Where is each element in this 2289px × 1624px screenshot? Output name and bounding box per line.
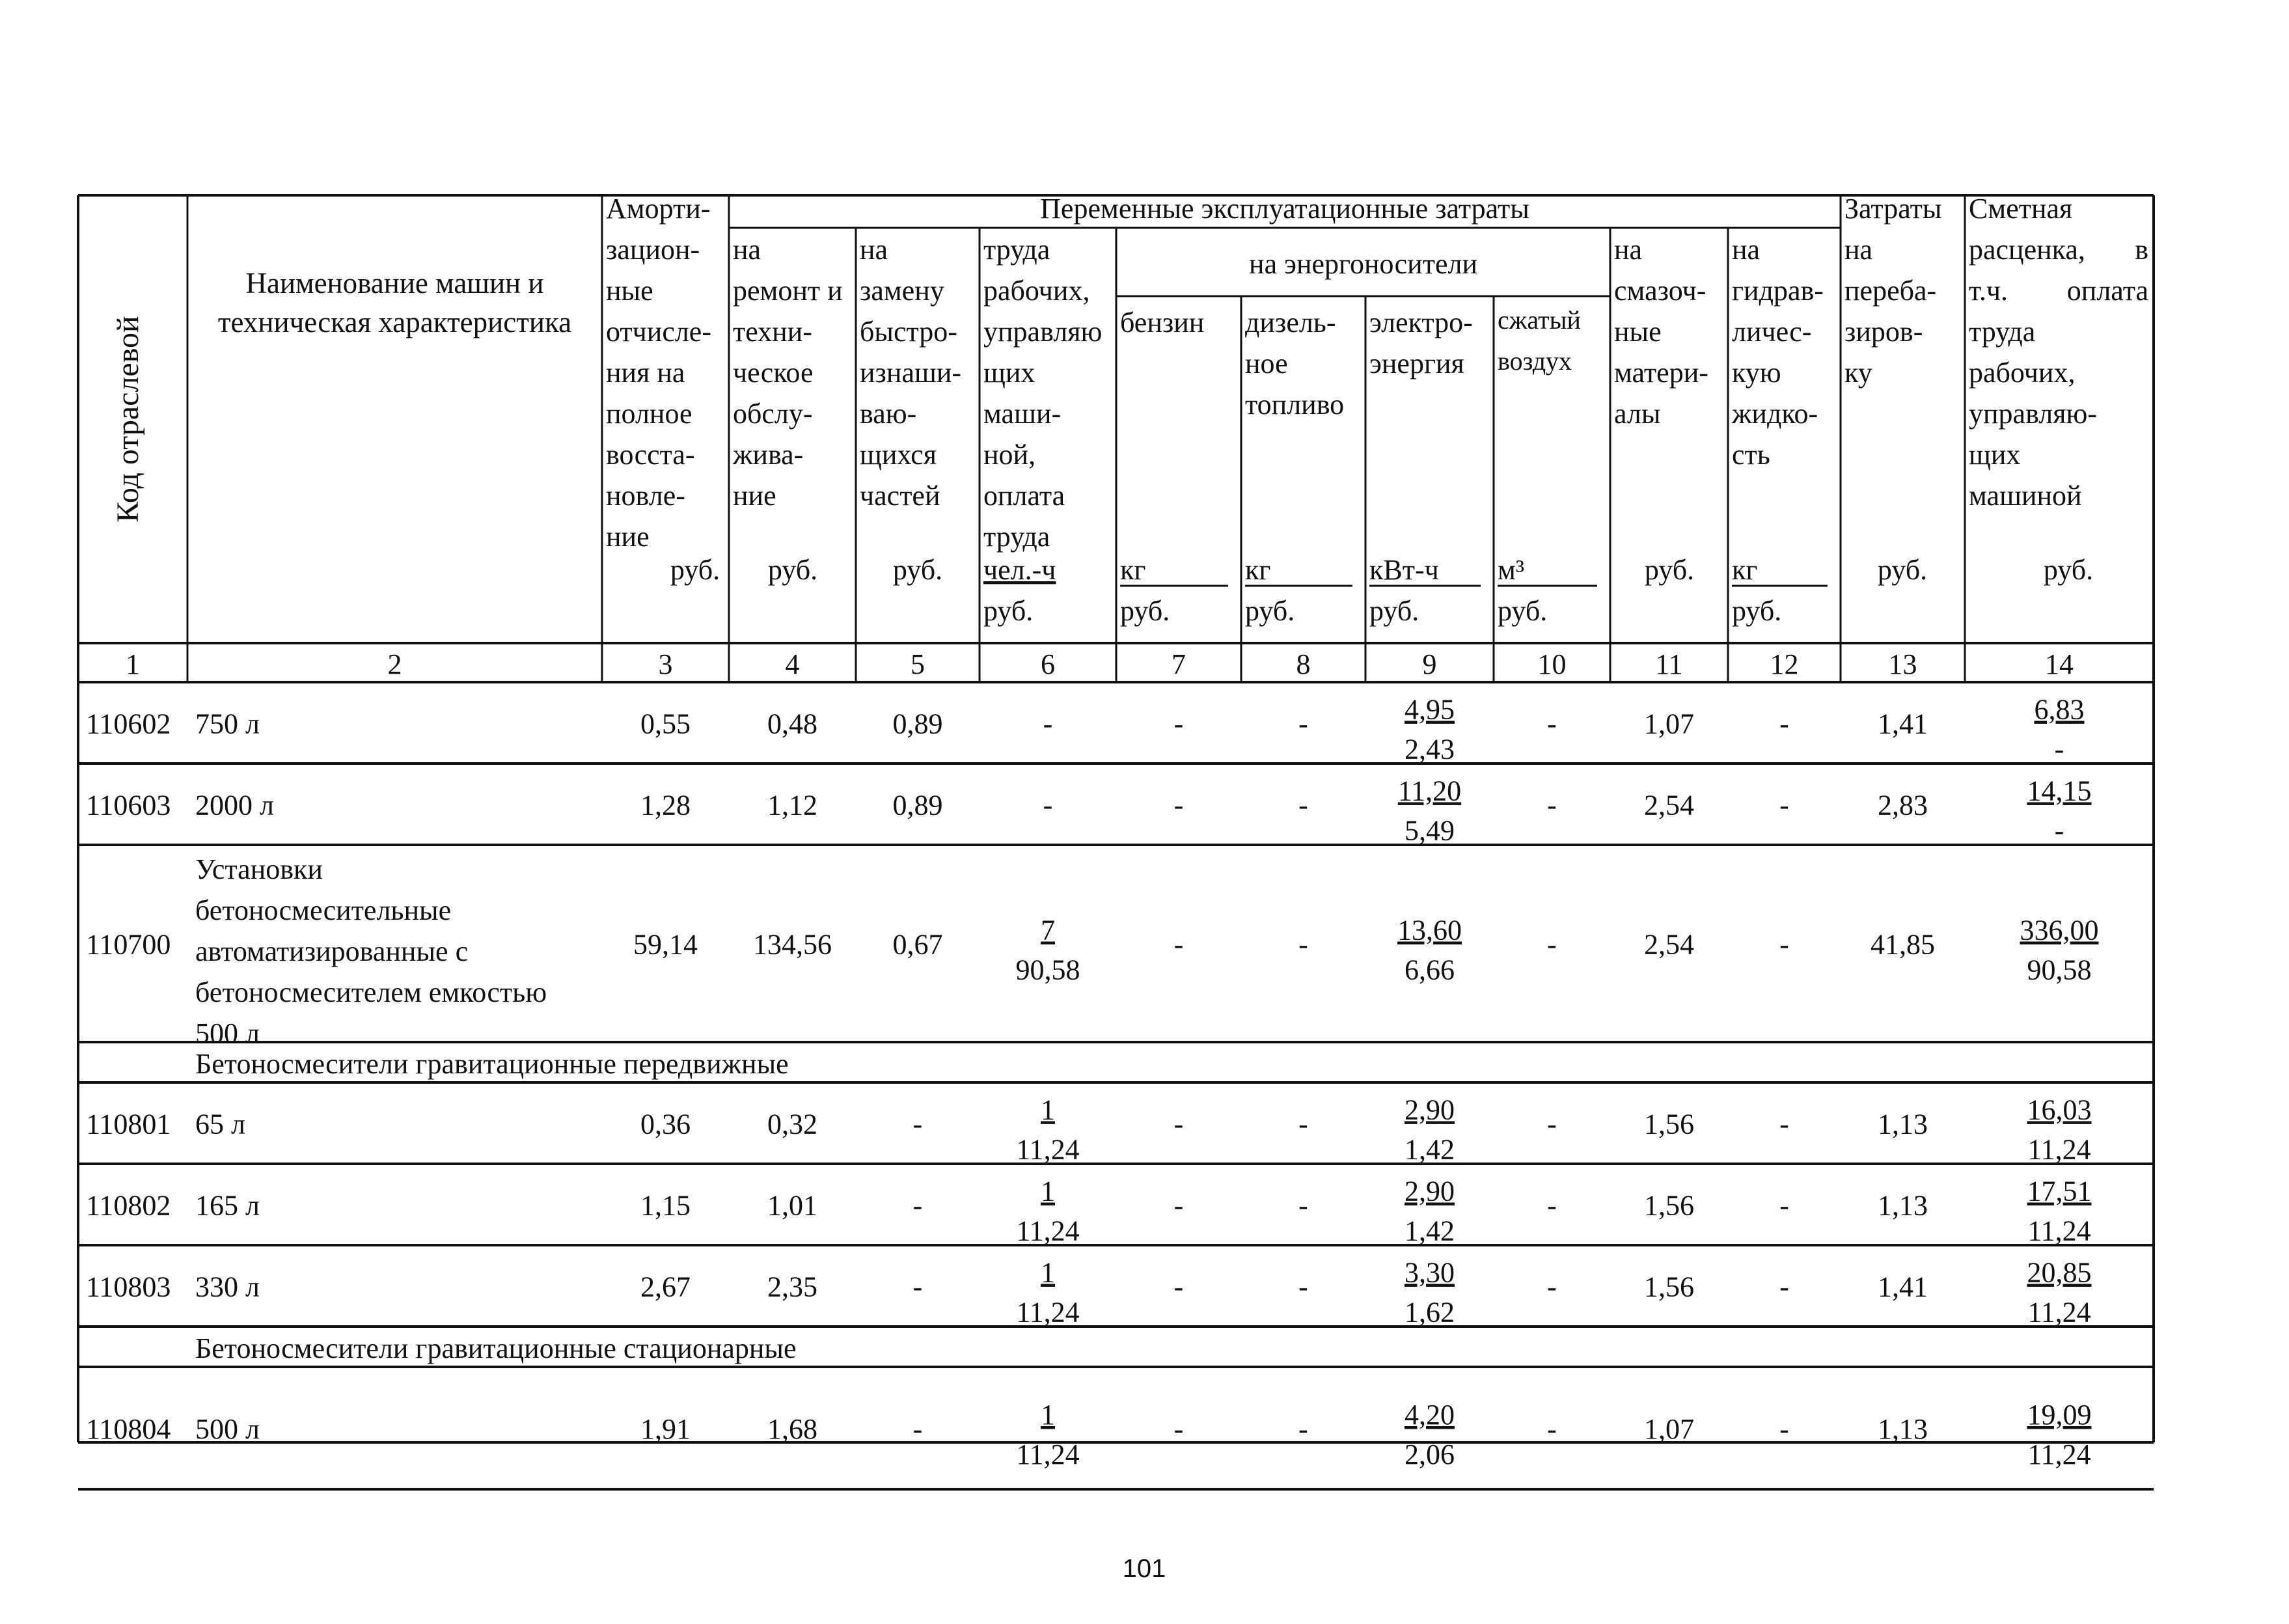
header-variable-costs: Переменные эксплуатационные затраты (1040, 193, 1529, 225)
header-replace: ваю- (860, 398, 917, 430)
header-estimate: оплата (2066, 275, 2148, 307)
header-hydraulic: гидрав- (1732, 275, 1824, 307)
fraction-top-value: 17,51 (2027, 1175, 2092, 1207)
fraction-top-value: 2,90 (1405, 1094, 1455, 1126)
header-amort: восста- (606, 439, 695, 471)
value-air: - (1547, 1108, 1557, 1140)
row-name: 330 л (195, 1271, 260, 1303)
value-diesel: - (1298, 928, 1308, 961)
header-diesel: топливо (1245, 389, 1345, 420)
fraction-top-value: 3,30 (1405, 1256, 1455, 1289)
value-hydraulic: - (1779, 789, 1789, 821)
header-repair: жива- (733, 439, 804, 471)
unit-label: руб. (1498, 595, 1548, 627)
header-hydraulic: сть (1732, 439, 1770, 471)
fraction-bottom-value: 1,42 (1405, 1215, 1455, 1247)
value-hydraulic: - (1779, 708, 1789, 740)
header-petrol: бензин (1120, 307, 1205, 338)
value-replacement: - (912, 1271, 923, 1303)
value-air: - (1547, 1413, 1557, 1445)
unit-label: руб. (1732, 595, 1782, 627)
fraction-bottom-value: 11,24 (2027, 1133, 2091, 1166)
column-number: 13 (1888, 648, 1917, 680)
value-diesel: - (1298, 1108, 1308, 1140)
header-estimate: машиной (1969, 480, 2082, 512)
column-number: 7 (1172, 648, 1186, 680)
fraction-bottom-value: 6,66 (1405, 954, 1455, 986)
value-lubricants: 2,54 (1644, 789, 1694, 821)
row-name: бетоносмесительные (195, 894, 452, 926)
value-labor: - (1043, 789, 1053, 821)
unit-label: руб. (767, 554, 818, 586)
header-amort: ния на (606, 357, 685, 389)
value-petrol: - (1173, 708, 1184, 740)
value-amortization: 59,14 (633, 928, 698, 961)
fraction-bottom-value: 11,24 (2027, 1438, 2091, 1470)
column-number: 6 (1041, 648, 1055, 680)
header-relocation: ку (1844, 357, 1872, 389)
header-estimate: труда (1969, 316, 2036, 348)
value-amortization: 2,67 (640, 1271, 691, 1303)
column-number: 14 (2045, 648, 2074, 680)
row-name: 165 л (195, 1189, 260, 1222)
header-amort: Аморти- (606, 193, 711, 225)
value-petrol: - (1173, 1108, 1184, 1140)
header-replace: замену (860, 275, 944, 307)
value-hydraulic: - (1779, 1189, 1789, 1222)
value-air: - (1547, 789, 1557, 821)
header-estimate: Сметная (1969, 193, 2073, 225)
value-relocation: 1,41 (1878, 708, 1928, 740)
value-relocation: 1,13 (1878, 1189, 1928, 1222)
row-code: 110602 (86, 708, 171, 740)
fraction-top-value: 1 (1041, 1399, 1055, 1431)
unit-label: руб. (2043, 554, 2094, 586)
header-code: Код отраслевой (111, 316, 145, 523)
value-hydraulic: - (1779, 1413, 1789, 1445)
fraction-top-value: 2,90 (1405, 1175, 1455, 1207)
row-name: бетоносмесителем емкостью (195, 976, 547, 1008)
header-electricity: электро- (1369, 307, 1473, 338)
value-replacement: - (912, 1189, 923, 1222)
header-estimate: т.ч. (1969, 275, 2008, 307)
value-hydraulic: - (1779, 1271, 1789, 1303)
fraction-bottom-value: 1,42 (1405, 1133, 1455, 1166)
header-estimate: в (2135, 234, 2148, 266)
value-labor: - (1043, 708, 1053, 740)
header-lubricants: на (1614, 234, 1643, 266)
unit-label: м³ (1498, 554, 1525, 586)
header-labor: оплата (983, 480, 1065, 512)
header-lubricants: алы (1614, 398, 1661, 430)
header-labor: ной, (983, 439, 1036, 471)
header-energy: на энергоносители (1249, 248, 1477, 280)
fraction-bottom-value: 5,49 (1405, 814, 1455, 847)
header-replace: изнаши- (860, 357, 962, 389)
value-petrol: - (1173, 1271, 1184, 1303)
value-petrol: - (1173, 1189, 1184, 1222)
value-repair: 1,01 (767, 1189, 817, 1222)
header-repair: техни- (733, 316, 812, 348)
fraction-top-value: 20,85 (2027, 1256, 2092, 1289)
unit-label: руб. (1369, 595, 1419, 627)
fraction-top-value: 7 (1041, 914, 1055, 946)
value-replacement: 0,67 (892, 928, 943, 961)
unit-label: кВт-ч (1369, 554, 1439, 586)
header-relocation: зиров- (1844, 316, 1923, 348)
value-air: - (1547, 928, 1557, 961)
fraction-top-value: 14,15 (2027, 775, 2092, 807)
unit-label: руб. (1644, 554, 1695, 586)
unit-label: руб. (983, 595, 1034, 627)
fraction-bottom-value: - (2054, 814, 2064, 847)
fraction-bottom-value: 2,06 (1405, 1438, 1455, 1470)
value-repair: 2,35 (767, 1271, 817, 1303)
value-replacement: - (912, 1108, 923, 1140)
header-labor: рабочих, (983, 275, 1090, 307)
column-number: 4 (785, 648, 800, 680)
fraction-bottom-value: 11,24 (2027, 1296, 2091, 1328)
fraction-top-value: 4,20 (1405, 1399, 1455, 1431)
header-labor: труда (983, 234, 1050, 266)
fraction-top-value: 13,60 (1397, 914, 1462, 946)
row-name: автоматизированные с (195, 935, 469, 967)
fraction-bottom-value: 11,24 (1016, 1215, 1080, 1247)
header-labor: управляю (983, 316, 1103, 348)
header-name: Наименование машин и (245, 267, 544, 299)
header-estimate: рабочих, (1969, 357, 2076, 389)
header-lubricants: смазоч- (1614, 275, 1706, 307)
value-replacement: - (912, 1413, 923, 1445)
fraction-bottom-value: 90,58 (2027, 954, 2092, 986)
header-labor: маши- (983, 398, 1062, 430)
header-amort: отчисле- (606, 316, 711, 348)
value-replacement: 0,89 (892, 789, 943, 821)
value-air: - (1547, 708, 1557, 740)
header-repair: ремонт и (733, 275, 843, 307)
row-name: 750 л (195, 708, 260, 740)
value-relocation: 2,83 (1878, 789, 1928, 821)
unit-label: руб. (1877, 554, 1928, 586)
header-air: воздух (1498, 346, 1572, 376)
value-amortization: 0,36 (640, 1108, 691, 1140)
header-amort: новле- (606, 480, 685, 512)
header-hydraulic: на (1732, 234, 1761, 266)
row-code: 110803 (86, 1271, 171, 1303)
header-electricity: энергия (1369, 348, 1464, 379)
unit-label: кг (1120, 554, 1146, 586)
header-repair: ческое (733, 357, 814, 389)
value-diesel: - (1298, 708, 1308, 740)
row-code: 110603 (86, 789, 171, 821)
row-name: 2000 л (195, 789, 274, 821)
unit-label: руб. (1120, 595, 1170, 627)
value-hydraulic: - (1779, 1108, 1789, 1140)
row-code: 110804 (86, 1413, 171, 1445)
header-estimate: расценка, (1969, 234, 2085, 266)
header-replace: быстро- (860, 316, 957, 348)
value-petrol: - (1173, 789, 1184, 821)
header-estimate: щих (1969, 439, 2021, 471)
column-number: 11 (1655, 648, 1683, 680)
column-number: 10 (1537, 648, 1567, 680)
header-name: техническая характеристика (217, 306, 572, 338)
value-repair: 1,12 (767, 789, 817, 821)
value-lubricants: 1,56 (1644, 1271, 1694, 1303)
header-repair: ние (733, 480, 776, 512)
fraction-top-value: 19,09 (2027, 1399, 2092, 1431)
header-diesel: дизель- (1245, 307, 1336, 338)
header-amort: полное (606, 398, 692, 430)
column-number: 1 (126, 648, 140, 680)
value-lubricants: 1,56 (1644, 1108, 1694, 1140)
fraction-top-value: 6,83 (2034, 693, 2085, 726)
unit-label: кг (1245, 554, 1271, 586)
fraction-bottom-value: 11,24 (1016, 1296, 1080, 1328)
header-hydraulic: кую (1732, 357, 1781, 389)
value-repair: 134,56 (753, 928, 832, 961)
fraction-top-value: 11,20 (1397, 775, 1462, 807)
value-diesel: - (1298, 1189, 1308, 1222)
header-hydraulic: жидко- (1732, 398, 1818, 430)
header-lubricants: матери- (1614, 357, 1708, 389)
value-diesel: - (1298, 1271, 1308, 1303)
value-lubricants: 1,56 (1644, 1189, 1694, 1222)
value-lubricants: 1,07 (1644, 708, 1694, 740)
value-air: - (1547, 1271, 1557, 1303)
value-lubricants: 1,07 (1644, 1413, 1694, 1445)
header-amort: ние (606, 521, 650, 553)
header-relocation: на (1844, 234, 1873, 266)
value-relocation: 1,13 (1878, 1108, 1928, 1140)
fraction-bottom-value: 90,58 (1015, 954, 1080, 986)
column-number: 9 (1422, 648, 1437, 680)
header-hydraulic: личес- (1732, 316, 1812, 348)
value-amortization: 0,55 (640, 708, 691, 740)
row-name: Установки (195, 853, 323, 885)
fraction-top-value: 16,03 (2027, 1094, 2092, 1126)
header-labor: труда (983, 521, 1050, 553)
header-amort: зацион- (606, 234, 700, 266)
unit-label: кг (1732, 554, 1758, 586)
value-air: - (1547, 1189, 1557, 1222)
value-repair: 0,32 (767, 1108, 817, 1140)
fraction-top-value: 4,95 (1405, 693, 1455, 726)
section-title: Бетоносмесители гравитационные передвижные (195, 1048, 789, 1080)
row-name: 65 л (195, 1108, 245, 1140)
value-relocation: 1,13 (1878, 1413, 1928, 1445)
column-number: 3 (658, 648, 673, 680)
header-replace: на (860, 234, 888, 266)
value-repair: 0,48 (767, 708, 817, 740)
value-diesel: - (1298, 1413, 1308, 1445)
column-number: 2 (387, 648, 402, 680)
unit-label: чел.-ч (983, 554, 1056, 586)
fraction-bottom-value: 11,24 (1016, 1133, 1080, 1166)
value-petrol: - (1173, 1413, 1184, 1445)
header-lubricants: ные (1614, 316, 1662, 348)
fraction-bottom-value: 11,24 (2027, 1215, 2091, 1247)
value-relocation: 41,85 (1871, 928, 1935, 961)
fraction-top-value: 1 (1041, 1175, 1055, 1207)
header-diesel: ное (1245, 348, 1288, 379)
value-amortization: 1,91 (640, 1413, 691, 1445)
header-repair: на (733, 234, 761, 266)
value-petrol: - (1173, 928, 1184, 961)
column-number: 12 (1770, 648, 1799, 680)
row-code: 110801 (86, 1108, 171, 1140)
value-lubricants: 2,54 (1644, 928, 1694, 961)
fraction-bottom-value: 2,43 (1405, 733, 1455, 765)
header-relocation: Затраты (1844, 193, 1942, 225)
value-repair: 1,68 (767, 1413, 817, 1445)
row-code: 110700 (86, 928, 171, 961)
value-amortization: 1,28 (640, 789, 691, 821)
unit-label: руб. (892, 554, 943, 586)
header-replace: щихся (860, 439, 937, 471)
header-replace: частей (860, 480, 940, 512)
value-relocation: 1,41 (1878, 1271, 1928, 1303)
header-labor: щих (983, 357, 1035, 389)
row-name: 500 л (195, 1017, 260, 1049)
unit-label: руб. (1245, 595, 1295, 627)
header-air: сжатый (1498, 305, 1581, 335)
header-relocation: переба- (1844, 275, 1937, 307)
row-code: 110802 (86, 1189, 171, 1222)
fraction-bottom-value: - (2054, 733, 2064, 765)
page-number: 101 (1122, 1554, 1166, 1583)
fraction-top-value: 336,00 (2020, 914, 2099, 946)
fraction-top-value: 1 (1041, 1256, 1055, 1289)
fraction-top-value: 1 (1041, 1094, 1055, 1126)
unit-label: руб. (670, 554, 720, 586)
header-repair: обслу- (733, 398, 813, 430)
row-name: 500 л (195, 1413, 260, 1445)
header-estimate: управляю- (1969, 398, 2097, 430)
value-hydraulic: - (1779, 928, 1789, 961)
column-number: 5 (911, 648, 925, 680)
fraction-bottom-value: 11,24 (1016, 1438, 1080, 1470)
header-amort: ные (606, 275, 653, 307)
value-amortization: 1,15 (640, 1189, 691, 1222)
fraction-bottom-value: 1,62 (1405, 1296, 1455, 1328)
column-number: 8 (1296, 648, 1311, 680)
value-diesel: - (1298, 789, 1308, 821)
section-title: Бетоносмесители гравитационные стационарные (195, 1332, 797, 1364)
value-replacement: 0,89 (892, 708, 943, 740)
